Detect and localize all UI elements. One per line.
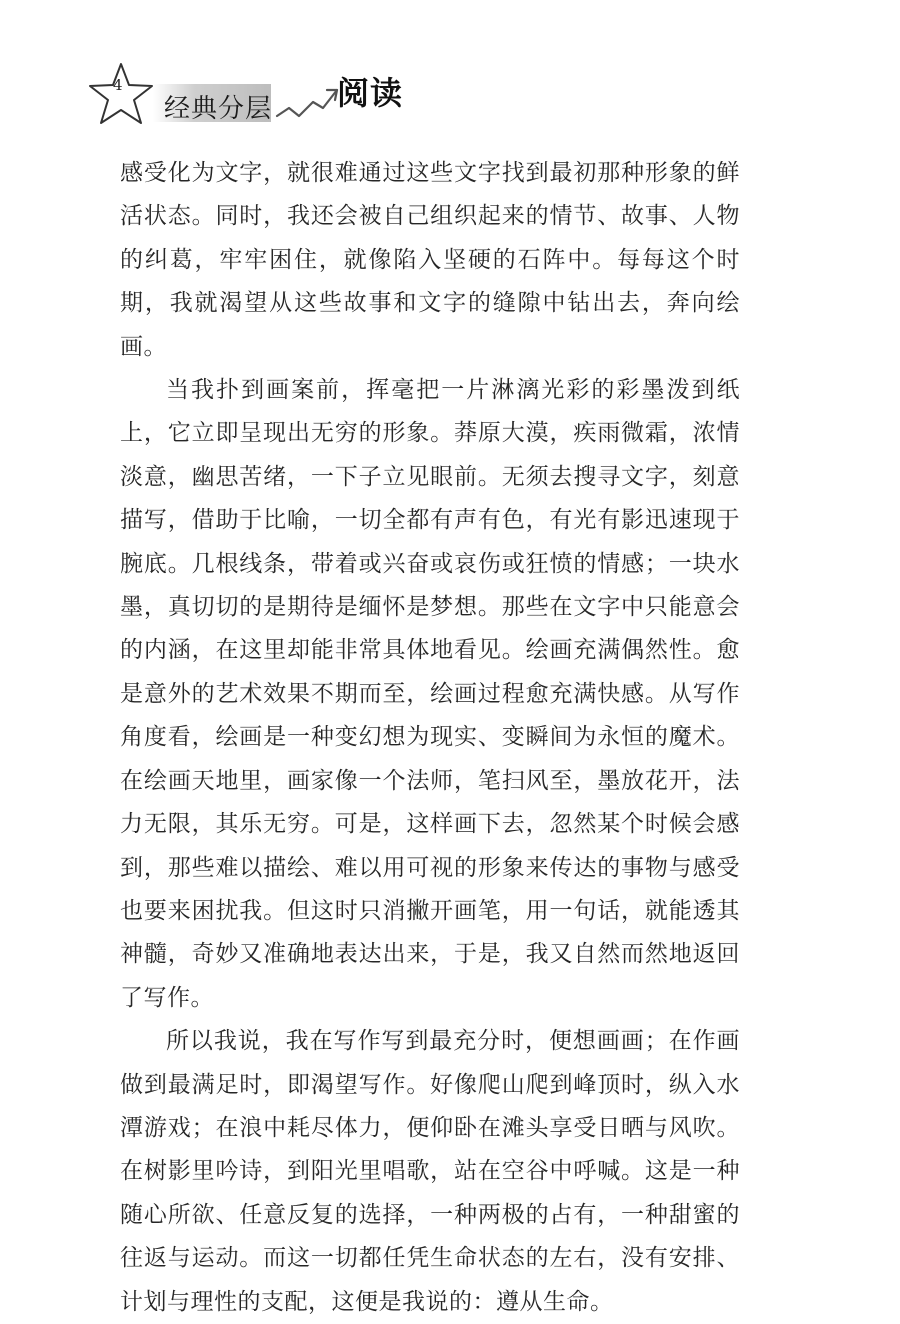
body-text — [120, 152, 740, 1324]
paragraph: 所以我说，我在写作写到最充分时，便想画画；在作画做到最满足时，即渴望写作。好像爬山爬到峰顶时，纵入水潭游戏；在浪中耗尽体力，便仰卧在滩头享受日晒与风吹。在树影里吟诗，到阳光里唱歌，站在空谷中呼喊。这是一种随心所欲、任意反复的选择，一种两极的占有，一种甜蜜的往返与运动。而这一切都任凭生命状态的左右，没有安排、计划与理性的支配，这便是我说的：遵从生命。 — [120, 1028, 740, 1315]
section-title: 阅读 — [337, 74, 404, 112]
paragraph: 感受化为文字，就很难通过这些文字找到最初那种形象的鲜活状态。同时，我还会被自己组织起来的情节、故事、人物的纠葛，牢牢困住，就像陷入坚硬的石阵中。每每这个时期，我就渴望从这些故事和文字的缝隙中钻出去，奔向绘画。 — [120, 160, 740, 360]
page-number: 4 — [113, 76, 123, 94]
paragraph: 当我扑到画案前，挥毫把一片淋漓光彩的彩墨泼到纸上，它立即呈现出无穷的形象。莽原大漠，疾雨微霜，浓情淡意，幽思苦绪，一下子立见眼前。无须去搜寻文字，刻意描写，借助于比喻，一切全都有声有色，有光有影迅速现于腕底。几根线条，带着或兴奋或哀伤或狂愤的情感；一块水墨，真切切的是期待是缅怀是梦想。那些在文字中只能意会的内涵，在这里却能非常具体地看见。绘画充满偶然性。愈是意外的艺术效果不期而至，绘画过程愈充满快感。从写作角度看，绘画是一种变幻想为现实、变瞬间为永恒的魔术。在绘画天地里，画家像一个法师，笔扫风至，墨放花开，法力无限，其乐无穷。可是，这样画下去，忽然某个时候会感到，那些难以描绘、难以用可视的形象来传达的事物与感受也要来困扰我。但这时只消撇开画笔，用一句话，就能透其神髓，奇妙又准确地表达出来，于是，我又自然而然地返回了写作。 — [120, 377, 740, 1011]
series-label: 经典分层 — [164, 94, 273, 124]
star-outline-icon — [86, 60, 156, 130]
zigzag-arrow-icon — [275, 78, 345, 126]
page-header — [80, 50, 540, 140]
